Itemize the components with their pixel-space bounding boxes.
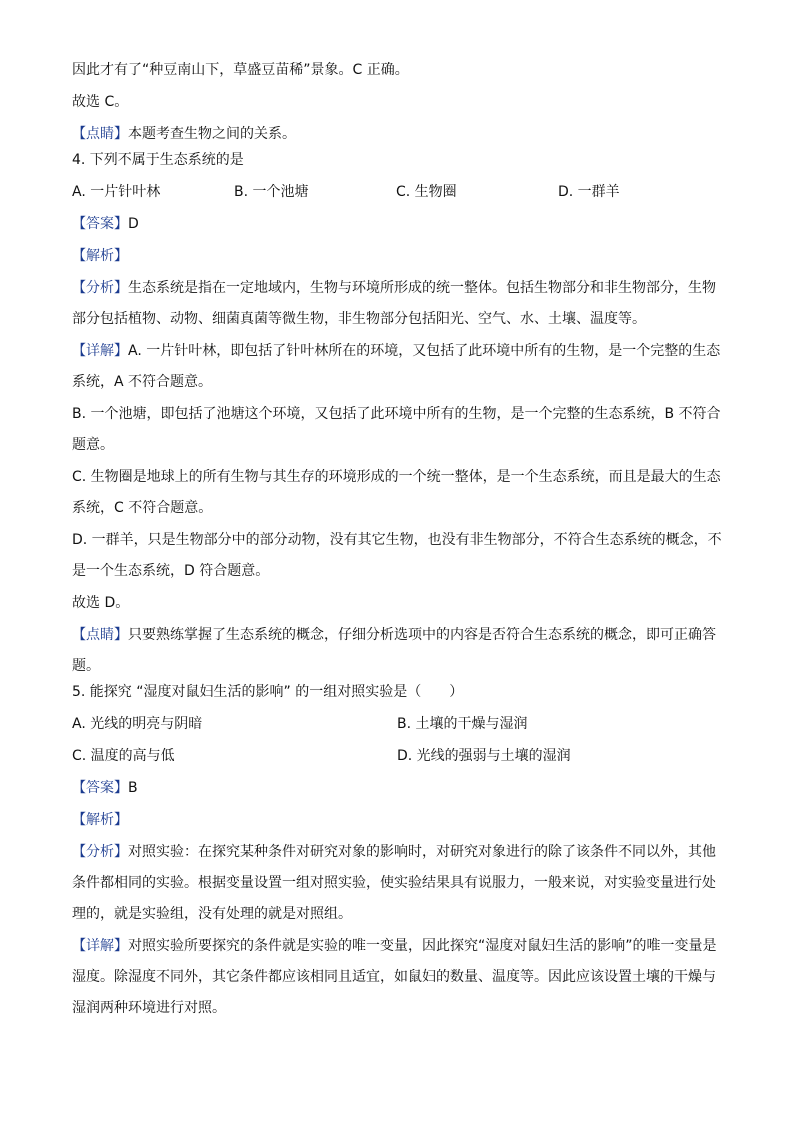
question-5-options-row1	[72, 716, 722, 733]
fenxi-tag: 【分析】	[72, 280, 128, 296]
option-a: A. 一片针叶林	[72, 184, 161, 200]
question-4-stem: 4. 下列不属于生态系统的是	[72, 152, 244, 168]
paragraph-line: 题。	[72, 658, 100, 674]
xiangjie-tag: 【详解】	[72, 938, 128, 954]
paragraph-text: 对照实验：在探究某种条件对研究对象的影响时，对研究对象进行的除了该条件不同以外，其他	[128, 844, 716, 860]
paragraph-line: C. 生物圈是地球上的所有生物与其生存的环境形成的一个统一整体，是一个生态系统，而且是最大的生态	[72, 469, 721, 485]
tip-line	[72, 627, 722, 644]
paragraph-text: 对照实验所要探究的条件就是实验的唯一变量，因此探究“湿度对鼠妇生活的影响”的唯一变量是	[128, 938, 717, 954]
paragraph-line: 系统，C 不符合题意。	[72, 500, 213, 516]
question-4-options	[72, 184, 722, 201]
option-d: D. 一群羊	[558, 184, 620, 200]
analysis-heading	[72, 248, 722, 265]
paragraph-line: 理的，就是实验组，没有处理的就是对照组。	[72, 906, 352, 922]
question-5-options-row2	[72, 748, 722, 765]
answer-value: D	[128, 216, 139, 232]
answer-value: B	[128, 780, 138, 796]
paragraph-line: 湿润两种环境进行对照。	[72, 1000, 226, 1016]
tip-line	[72, 126, 722, 143]
paragraph-line: 湿度。除湿度不同外，其它条件都应该相同且适宜，如鼠妇的数量、温度等。因此应该设置土壤的干燥与	[72, 969, 716, 985]
paragraph-line: 是一个生态系统，D 符合题意。	[72, 563, 270, 579]
option-d: D. 光线的强弱与土壤的湿润	[397, 748, 571, 764]
paragraph-line: 故选 C。	[72, 94, 129, 110]
paragraph-line	[72, 280, 722, 297]
paragraph-line: 题意。	[72, 437, 114, 453]
paragraph-text: 生态系统是指在一定地域内，生物与环境所形成的统一整体。包括生物部分和非生物部分，生物	[128, 280, 716, 296]
paragraph-text: A. 一片针叶林，即包括了针叶林所在的环境，又包括了此环境中所有的生物，是一个完整的生态	[128, 343, 721, 359]
paragraph-line: 部分包括植物、动物、细菌真菌等微生物，非生物部分包括阳光、空气、水、土壤、温度等。	[72, 311, 646, 327]
analysis-heading	[72, 812, 722, 829]
paragraph-line: B. 一个池塘，即包括了池塘这个环境，又包括了此环境中所有的生物，是一个完整的生态系统，B 不符合	[72, 406, 721, 422]
paragraph-line	[72, 343, 722, 360]
analysis-tag: 【解析】	[72, 248, 128, 264]
xiangjie-tag: 【详解】	[72, 343, 128, 359]
paragraph-line: D. 一群羊，只是生物部分中的部分动物，没有其它生物，也没有非生物部分，不符合生态系统的概念，不	[72, 532, 722, 548]
paragraph-line	[72, 938, 722, 955]
tip-tag: 【点睛】	[72, 126, 128, 142]
paragraph-line: 因此才有了“种豆南山下，草盛豆苗稀”景象。C 正确。	[72, 62, 409, 78]
paragraph-line	[72, 844, 722, 861]
tip-text: 本题考查生物之间的关系。	[128, 126, 296, 142]
option-b: B. 一个池塘	[234, 184, 309, 200]
fenxi-tag: 【分析】	[72, 844, 128, 860]
answer-line	[72, 780, 722, 797]
option-c: C. 生物圈	[396, 184, 457, 200]
answer-tag: 【答案】	[72, 216, 128, 232]
answer-tag: 【答案】	[72, 780, 128, 796]
paragraph-line: 故选 D。	[72, 595, 130, 611]
tip-tag: 【点睛】	[72, 627, 128, 643]
option-c: C. 温度的高与低	[72, 748, 175, 764]
tip-text: 只要熟练掌握了生态系统的概念，仔细分析选项中的内容是否符合生态系统的概念，即可正确答	[128, 627, 716, 643]
document-page	[72, 62, 722, 1017]
paragraph-line: 条件都相同的实验。根据变量设置一组对照实验，使实验结果具有说服力，一般来说，对实验变量进行处	[72, 875, 716, 891]
analysis-tag: 【解析】	[72, 812, 128, 828]
option-a: A. 光线的明亮与阴暗	[72, 716, 203, 732]
option-b: B. 土壤的干燥与湿润	[397, 716, 528, 732]
answer-line	[72, 216, 722, 233]
paragraph-line: 系统，A 不符合题意。	[72, 374, 213, 390]
question-5-stem: 5. 能探究 “湿度对鼠妇生活的影响” 的一组对照实验是（ ）	[72, 684, 464, 700]
